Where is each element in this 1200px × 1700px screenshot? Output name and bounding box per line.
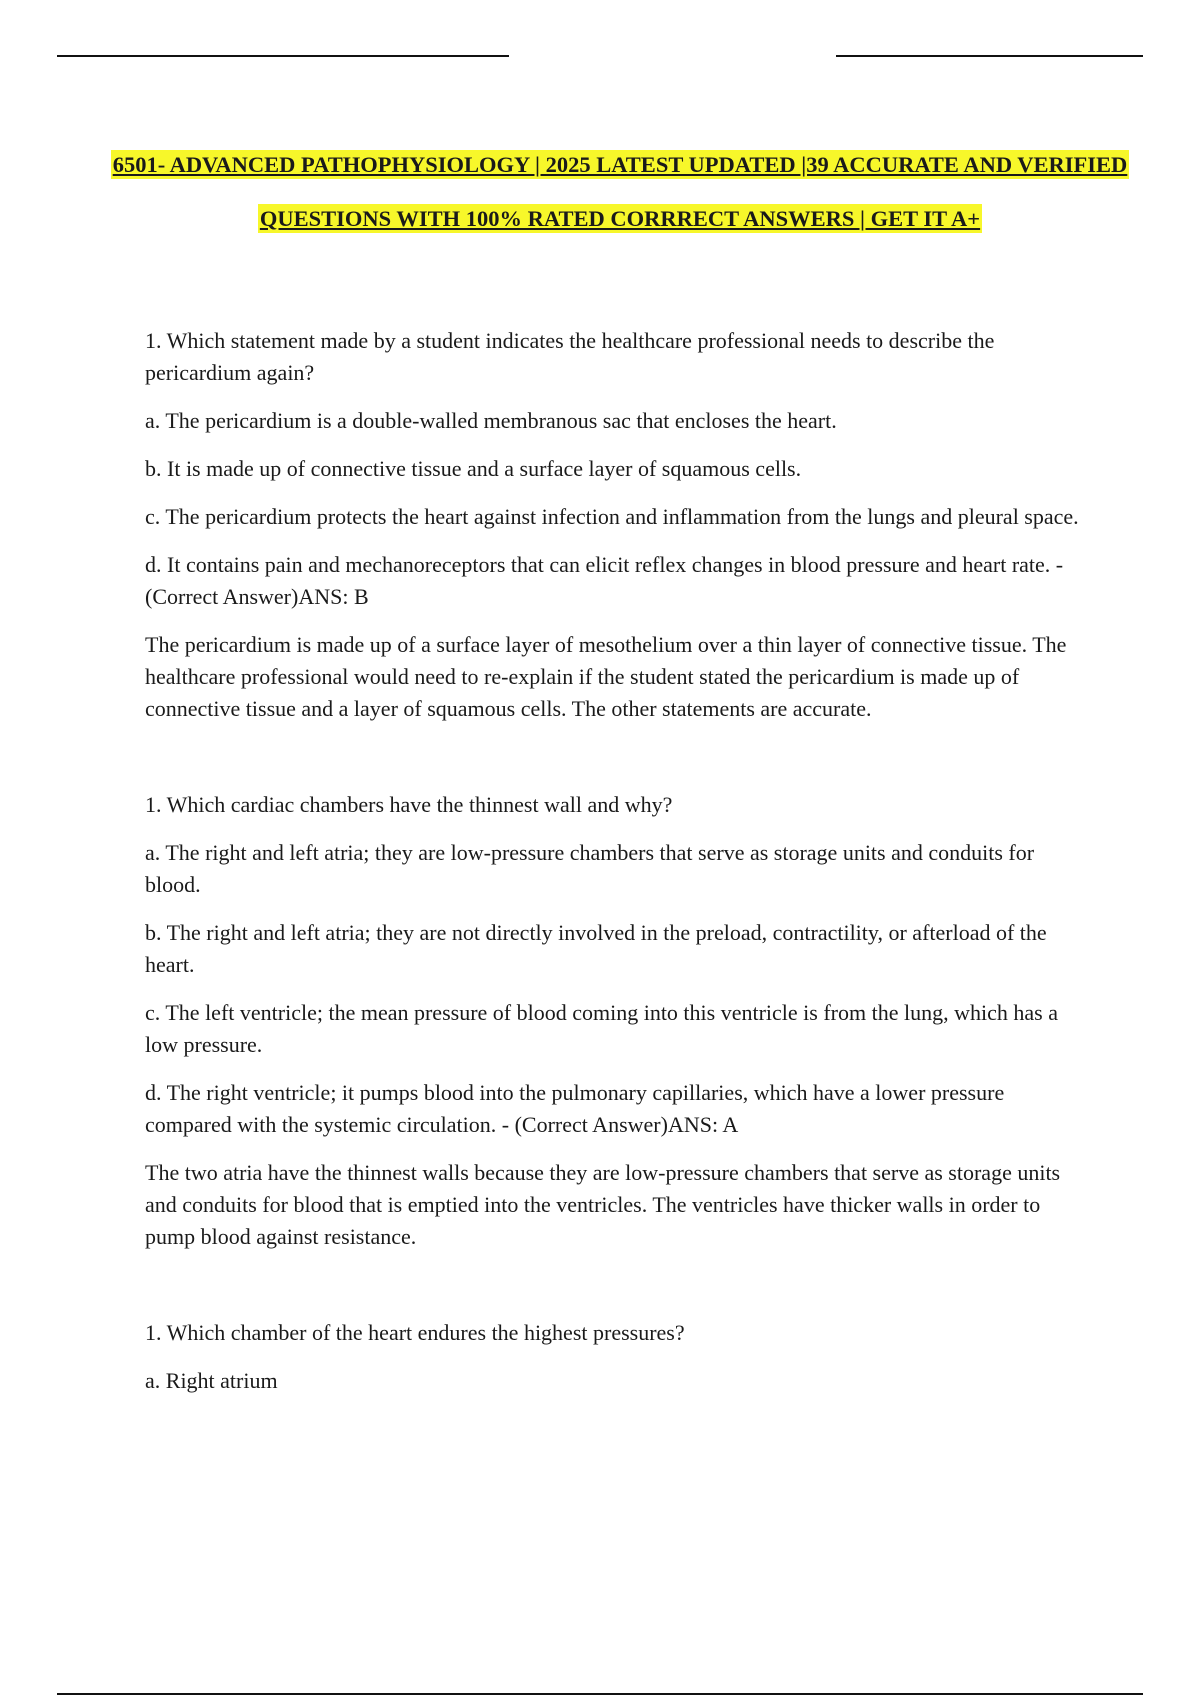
spacer bbox=[145, 741, 1095, 789]
answer-explanation: The two atria have the thinnest walls because they are low-pressure chambers that serve as storage units and conduits for blood that is emptied into the ventricles. The ventricles have thicker walls in order to pump blood against resistance. bbox=[145, 1160, 1061, 1249]
answer-option: a. The pericardium is a double-walled membranous sac that encloses the heart. bbox=[145, 408, 837, 433]
answer-explanation: The pericardium is made up of a surface layer of mesothelium over a thin layer of connective tissue. The healthcare professional would need to re-explain if the student stated the pericardium is made up of connective tissue and a layer of squamous cells. The other statements are accurate. bbox=[145, 632, 1067, 721]
question-text: 1. Which statement made by a student indicates the healthcare professional needs to describe the pericardium again? bbox=[145, 328, 995, 385]
question-list bbox=[145, 325, 1095, 1413]
spacer bbox=[145, 1269, 1095, 1317]
question-block bbox=[145, 325, 1095, 725]
answer-option: c. The pericardium protects the heart against infection and inflammation from the lungs and pleural space. bbox=[145, 504, 1079, 529]
answer-option: c. The left ventricle; the mean pressure of blood coming into this ventricle is from the lung, which has a low pressure. bbox=[145, 1000, 1058, 1057]
header-rule-left bbox=[57, 55, 509, 57]
answer-option: b. The right and left atria; they are not directly involved in the preload, contractility, or afterload of the heart. bbox=[145, 920, 1047, 977]
document-title bbox=[80, 138, 1160, 246]
answer-option: a. The right and left atria; they are low-pressure chambers that serve as storage units and conduits for blood. bbox=[145, 840, 1035, 897]
answer-option: b. It is made up of connective tissue and a surface layer of squamous cells. bbox=[145, 456, 802, 481]
question-block bbox=[145, 789, 1095, 1253]
question-text: 1. Which chamber of the heart endures the highest pressures? bbox=[145, 1320, 685, 1345]
answer-option: d. The right ventricle; it pumps blood into the pulmonary capillaries, which have a lower pressure compared with the systemic circulation. - (Correct Answer)ANS: A bbox=[145, 1080, 1005, 1137]
answer-option: a. Right atrium bbox=[145, 1368, 278, 1393]
footer-rule bbox=[57, 1693, 1143, 1695]
document-title-text: 6501- ADVANCED PATHOPHYSIOLOGY | 2025 LATEST UPDATED |39 ACCURATE AND VERIFIED QUESTIONS WITH 100% RATED CORRRECT ANSWERS | GET IT A+ bbox=[112, 152, 1128, 231]
header-rule-right bbox=[836, 55, 1143, 57]
answer-option: d. It contains pain and mechanoreceptors that can elicit reflex changes in blood pressure and heart rate. - (Correct Answer)ANS: B bbox=[145, 552, 1064, 609]
question-block bbox=[145, 1317, 1095, 1397]
question-text: 1. Which cardiac chambers have the thinnest wall and why? bbox=[145, 792, 673, 817]
